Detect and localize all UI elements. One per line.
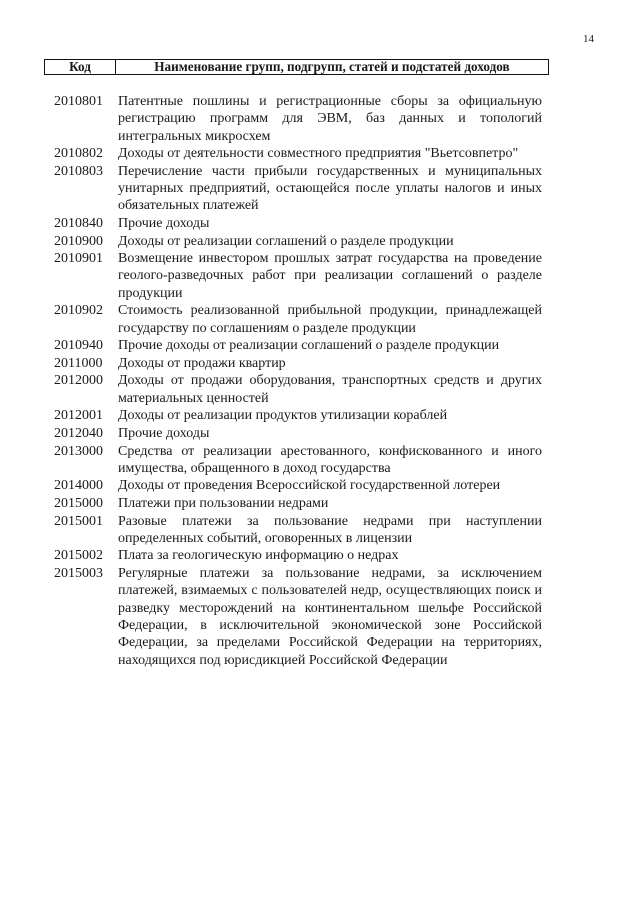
page-number: 14	[583, 33, 594, 45]
row-name: Доходы от реализации соглашений о разделе продукции	[118, 233, 454, 249]
table-row	[54, 407, 542, 424]
row-name: Регулярные платежи за пользование недрами, за исключением платежей, взимаемых с пользователей недр, осуществляющих поиск и разведку месторождений на континентальном шельфе Российской Федерации, в исключительной экономической зоне Российской Федерации, за пределами Российской Федерации на территориях, находящихся под юрисдикцией Российской Федерации	[118, 566, 542, 668]
table-row	[54, 425, 542, 442]
table-row	[54, 233, 542, 250]
table-row	[54, 215, 542, 232]
income-codes-list	[54, 93, 542, 669]
table-row	[54, 250, 542, 302]
row-code: 2010902	[54, 303, 103, 319]
row-name: Средства от реализации арестованного, конфискованного и иного имущества, обращенного в доход государства	[118, 443, 542, 476]
row-code: 2010801	[54, 94, 103, 109]
table-row	[54, 513, 542, 548]
header-name: Наименование групп, подгрупп, статей и подстатей доходов	[154, 59, 510, 74]
row-code: 2012001	[54, 408, 103, 424]
table-row	[54, 372, 542, 407]
table-row	[54, 477, 542, 494]
table-row	[54, 163, 542, 215]
row-code: 2010803	[54, 163, 103, 179]
table-row	[54, 565, 542, 669]
table-row	[54, 145, 542, 162]
row-code: 2015000	[54, 495, 103, 511]
row-code: 2013000	[54, 443, 103, 459]
row-name: Стоимость реализованной прибыльной продукции, принадлежащей государству по соглашениям о разделе продукции	[118, 303, 542, 336]
row-code: 2010940	[54, 338, 103, 354]
row-name: Плата за геологическую информацию о недрах	[118, 548, 399, 564]
row-name: Перечисление части прибыли государственных и муниципальных унитарных предприятий, остающейся после уплаты налогов и иных обязательных платежей	[118, 163, 542, 214]
header-code: Код	[45, 60, 116, 74]
row-name: Прочие доходы	[118, 425, 210, 441]
table-row	[54, 355, 542, 372]
row-code: 2010901	[54, 251, 103, 267]
row-name: Прочие доходы	[118, 215, 210, 231]
row-name: Доходы от реализации продуктов утилизации кораблей	[118, 408, 448, 424]
table-row	[54, 93, 542, 145]
table-row	[54, 302, 542, 337]
table-row	[54, 495, 542, 512]
row-code: 2011000	[54, 355, 103, 371]
row-name: Патентные пошлины и регистрационные сборы за официальную регистрацию программ для ЭВМ, баз данных и топологий интегральных микросхем	[118, 94, 542, 144]
row-name: Платежи при пользовании недрами	[118, 495, 329, 511]
row-code: 2012040	[54, 425, 103, 441]
row-name: Доходы от деятельности совместного предприятия "Вьетсовпетро"	[118, 146, 519, 162]
row-name: Возмещение инвестором прошлых затрат государства на проведение геолого-разведочных работ при реализации соглашений о разделе продукции	[118, 251, 542, 301]
row-code: 2014000	[54, 478, 103, 494]
row-code: 2010802	[54, 146, 103, 162]
table-header	[44, 59, 549, 75]
table-row	[54, 443, 542, 478]
table-row	[54, 547, 542, 564]
row-code: 2012000	[54, 373, 103, 389]
row-name: Доходы от продажи квартир	[118, 355, 286, 371]
row-code: 2015003	[54, 566, 103, 582]
row-code: 2015001	[54, 513, 103, 529]
row-name: Доходы от продажи оборудования, транспортных средств и других материальных ценностей	[118, 373, 542, 406]
row-code: 2010840	[54, 215, 103, 231]
row-code: 2010900	[54, 233, 103, 249]
row-name: Прочие доходы от реализации соглашений о разделе продукции	[118, 338, 500, 354]
row-code: 2015002	[54, 548, 103, 564]
table-row	[54, 337, 542, 354]
row-name: Доходы от проведения Всероссийской государственной лотереи	[118, 478, 501, 494]
row-name: Разовые платежи за пользование недрами при наступлении определенных событий, оговоренных в лицензии	[118, 513, 542, 546]
